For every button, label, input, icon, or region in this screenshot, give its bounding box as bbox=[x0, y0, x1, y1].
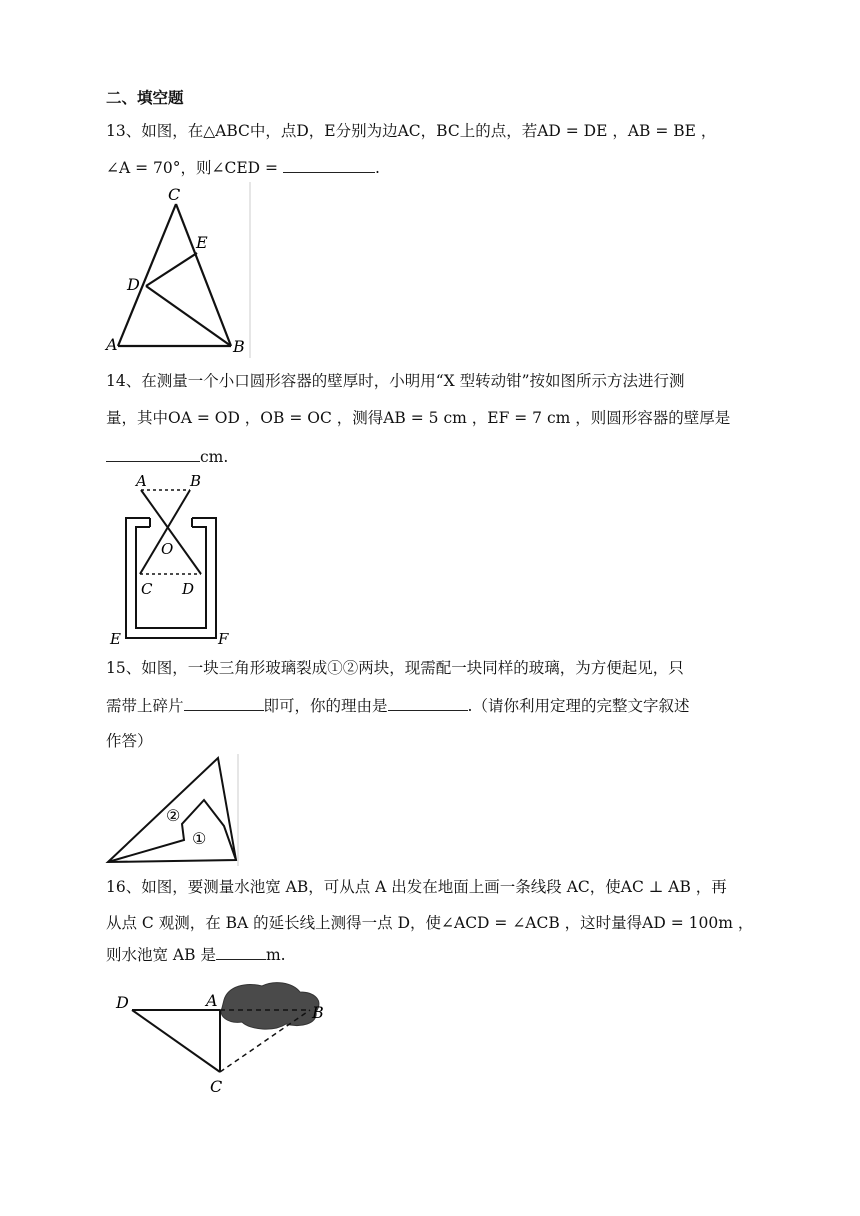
q13-text-line2-a: ∠A = 70°，则∠CED = bbox=[106, 159, 283, 177]
q15-label-piece2: ② bbox=[166, 806, 181, 825]
q16-label-c: C bbox=[210, 1077, 223, 1096]
q14-label-a: A bbox=[136, 472, 147, 490]
q13-label-e: E bbox=[196, 233, 208, 252]
q14-unit: cm. bbox=[200, 448, 229, 466]
q13-label-a: A bbox=[106, 335, 118, 354]
q14-label-d: D bbox=[182, 580, 195, 598]
q16-pond bbox=[221, 983, 319, 1029]
q13-label-d: D bbox=[127, 275, 140, 294]
q14-text-line2: 量，其中OA = OD ，OB = OC ，测得AB = 5 cm ，EF = 7 cm ，则圆形容器的壁厚是 bbox=[106, 409, 731, 427]
q16-label-a: A bbox=[206, 991, 218, 1010]
q14-tool-arm-ad bbox=[141, 490, 201, 574]
q16-text-line3 bbox=[106, 944, 286, 965]
q14-label-o: O bbox=[161, 540, 174, 558]
q14-label-f: F bbox=[218, 630, 229, 646]
q16-segment-dc bbox=[132, 1010, 220, 1072]
q16-answer-blank[interactable] bbox=[216, 944, 266, 960]
q16-figure bbox=[110, 978, 340, 1098]
q16-text-line3-a: 则水池宽 AB 是 bbox=[106, 946, 216, 964]
q13-label-b: B bbox=[233, 337, 245, 356]
q13-label-c: C bbox=[168, 185, 181, 204]
q13-side-cb bbox=[176, 204, 231, 346]
q13-text-line1: 13、如图，在△ABC中，点D，E分别为边AC，BC上的点，若AD = DE ，AB = BE ， bbox=[106, 122, 717, 140]
q14-label-e: E bbox=[110, 630, 121, 646]
q14-text-line1: 14、在测量一个小口圆形容器的壁厚时，小明用“X 型转动钳”按如图所示方法进行测 bbox=[106, 372, 685, 390]
q15-answer-blank-reason[interactable] bbox=[388, 695, 468, 711]
q14-figure bbox=[106, 470, 236, 646]
q15-text-line2-c: .（请你利用定理的完整文字叙述 bbox=[467, 697, 690, 715]
q14-label-b: B bbox=[190, 472, 202, 490]
q15-answer-blank-piece[interactable] bbox=[184, 695, 264, 711]
q16-text-line2: 从点 C 观测，在 BA 的延长线上测得一点 D，使∠ACD = ∠ACB ，这时量得AD = 100m ， bbox=[106, 914, 754, 932]
q15-text-line2-a: 需带上碎片 bbox=[106, 697, 184, 715]
q15-text-line2-b: 即可，你的理由是 bbox=[263, 697, 388, 715]
q15-label-piece1: ① bbox=[192, 829, 207, 848]
q16-text-line3-b: m. bbox=[265, 946, 286, 964]
q15-text-line2 bbox=[106, 695, 689, 716]
q15-text-line3: 作答） bbox=[106, 732, 153, 750]
q13-figure bbox=[100, 180, 260, 360]
q14-label-c: C bbox=[141, 580, 153, 598]
q14-tool-arm-bc bbox=[140, 490, 190, 574]
q13-text-line2 bbox=[106, 157, 380, 178]
q14-text-line3 bbox=[106, 446, 228, 467]
q13-text-line2-b: . bbox=[374, 159, 380, 177]
q14-answer-blank[interactable] bbox=[106, 446, 200, 462]
q15-figure bbox=[100, 752, 250, 870]
section-heading: 二、填空题 bbox=[106, 89, 184, 107]
q16-text-line1: 16、如图，要测量水池宽 AB，可从点 A 出发在地面上画一条线段 AC，使AC ⊥ AB ，再 bbox=[106, 878, 727, 896]
q14-container-outer bbox=[126, 518, 216, 638]
q13-answer-blank[interactable] bbox=[283, 157, 375, 173]
q15-text-line1: 15、如图，一块三角形玻璃裂成①②两块，现需配一块同样的玻璃，为方便起见，只 bbox=[106, 659, 684, 677]
q16-label-b: B bbox=[312, 1003, 324, 1022]
q16-label-d: D bbox=[116, 993, 129, 1012]
